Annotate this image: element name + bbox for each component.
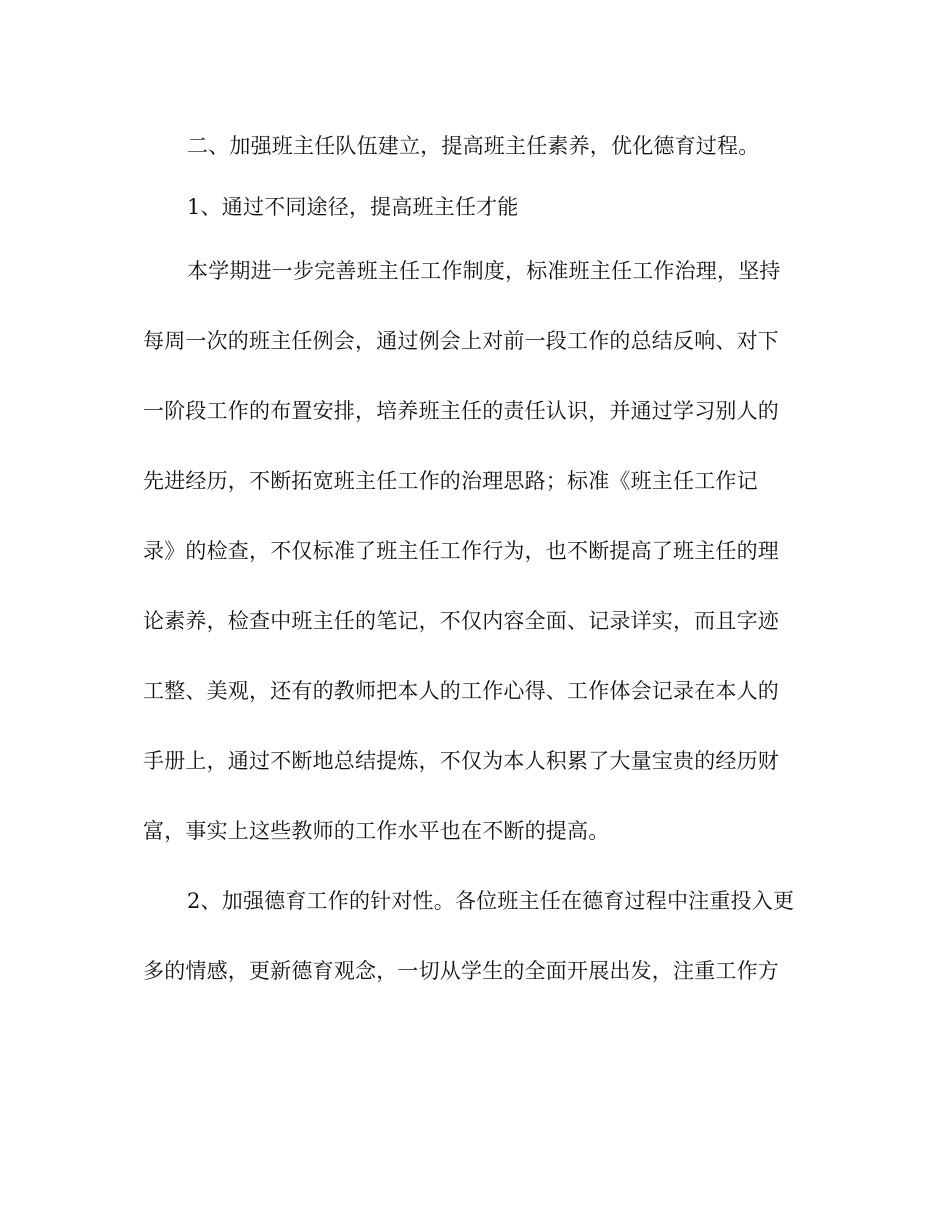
paragraph-line: 先进经历，不断拓宽班主任工作的治理思路；标准《班主任工作记 [143, 469, 758, 493]
paragraph-line: 论素养，检查中班主任的笔记，不仅内容全面、记录详实，而且字迹 [143, 609, 779, 633]
section-heading: 二、加强班主任队伍建立，提高班主任素养，优化德育过程。 [187, 134, 760, 158]
paragraph-line: 录》的检查，不仅标准了班主任工作行为，也不断提高了班主任的理 [143, 539, 779, 563]
paragraph-line: 一阶段工作的布置安排，培养班主任的责任认识，并通过学习别人的 [143, 399, 779, 423]
paragraph-line: 手册上，通过不断地总结提炼，不仅为本人积累了大量宝贵的经历财 [143, 749, 779, 773]
paragraph-line: 每周一次的班主任例会，通过例会上对前一段工作的总结反响、对下 [143, 329, 779, 353]
paragraph-line: 2、加强德育工作的针对性。各位班主任在德育过程中注重投入更 [187, 889, 795, 913]
paragraph-line: 工整、美观，还有的教师把本人的工作心得、工作体会记录在本人的 [143, 679, 779, 703]
paragraph-line: 本学期进一步完善班主任工作制度，标准班主任工作治理，坚持 [187, 259, 781, 283]
subsection-heading: 1、通过不同途径，提高班主任才能 [187, 195, 519, 219]
paragraph-line: 富，事实上这些教师的工作水平也在不断的提高。 [143, 819, 610, 843]
paragraph-line: 多的情感，更新德育观念，一切从学生的全面开展出发，注重工作方 [143, 959, 779, 983]
